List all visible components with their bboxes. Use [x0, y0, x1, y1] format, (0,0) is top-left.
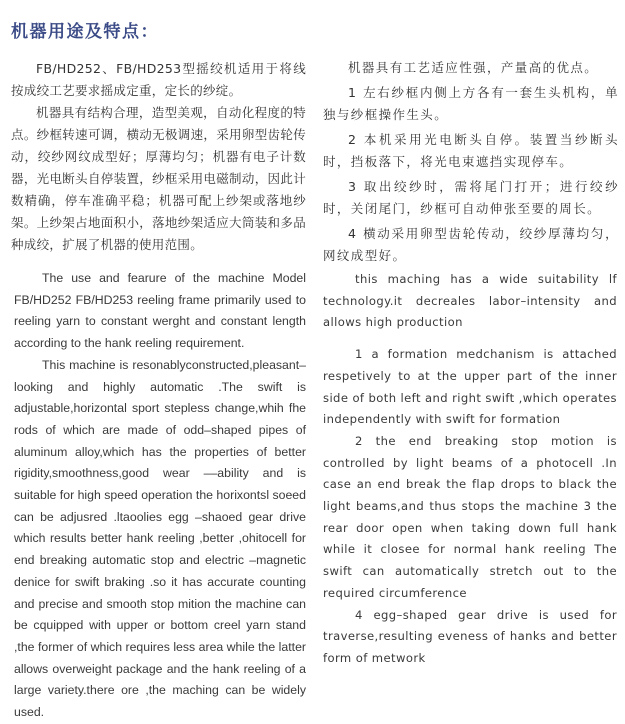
- feature-item: 1 a formation medchanism is attached respetively to at the upper part of the inner side of both left and right swift ,which operates independently with swift for formation: [323, 347, 617, 427]
- chinese-description-left: [11, 58, 306, 256]
- page-title: 机器用途及特点：: [11, 22, 159, 42]
- paragraph: This machine is resonablyconstructed,pleasant–looking and highly automatic .The swift is adjustable,horizontal sport stepless change,whih fhe rods of which are made of odd–shaped pipes of aluminum alloy,which has the properties of better rigidity,smoothness,good wear ––ability and is suitable for high speed operation the horixontsl soeed can be adjusred .ltaoolies egg –shaoed gear drive which results better hank reeling ,better ,ohitocell for end breaking automatic stop and electric –magnetic denice for swift braking .so it has accurate counting and precise and smooth stop mition the machine can be cquipped with upper or bottom creel yarn stand ,the former of which requires less area while the latter allows overweight package and the hank reeling of a large variety.there ore ,the maching can be widely used.: [14, 357, 306, 720]
- feature-item: 2 本机采用光电断头自停。装置当纱断头时，挡板落下，将光电束遮挡实现停车。: [323, 132, 619, 169]
- paragraph: this maching has a wide suitability lf technology.it decreales labor–intensity and allows high production: [323, 272, 617, 330]
- feature-item: 2 the end breaking stop motion is controlled by light beams of a photocell .In case an end break the flap drops to black the light beams,and thus stops the machine 3 the rear door open when taking down full hank while it closee for normal hank reeling The swift can automatically stretch out to the required circumference: [323, 433, 617, 600]
- english-features-right: [323, 269, 617, 670]
- feature-item: 4 横动采用卵型齿轮传动，绞纱厚薄均匀，网纹成型好。: [323, 226, 619, 263]
- feature-item: 4 egg–shaped gear drive is used for traverse,resulting eveness of hanks and better form of metwork: [323, 607, 617, 665]
- paragraph: FB/HD252、FB/HD253型摇绞机适用于将线按成绞工艺要求摇成定重，定长的纱绽。: [11, 61, 306, 98]
- paragraph: The use and fearure of the machine Model FB/HD252 FB/HD253 reeling frame primarily used to reeling yarn to constant werght and constant length according to the hank reeling requirement.: [14, 271, 306, 351]
- feature-item: 1 左右纱框内侧上方各有一套生头机构，单独与纱框操作生头。: [323, 85, 619, 122]
- paragraph: 机器具有工艺适应性强，产量高的优点。: [348, 60, 599, 75]
- paragraph: 机器具有结构合理，造型美观，自动化程度的特点。纱框转速可调，横动无极调速，采用卵型齿轮传动，绞纱网纹成型好；厚薄均匀；机器有电子计数器，光电断头自停装置，纱框采用电磁制动，因此计数精确，停车准确平稳；机器可配上纱架或落地纱架。上纱架占地面积小，落地纱架适应大筒装和多品种成绞，扩展了机器的使用范围。: [11, 105, 306, 252]
- feature-item: 3 取出绞纱时，需将尾门打开；进行绞纱时，关闭尾门，纱框可自动伸张至要的周长。: [323, 179, 619, 216]
- english-description-left: [14, 268, 306, 724]
- chinese-features-right: [323, 57, 619, 270]
